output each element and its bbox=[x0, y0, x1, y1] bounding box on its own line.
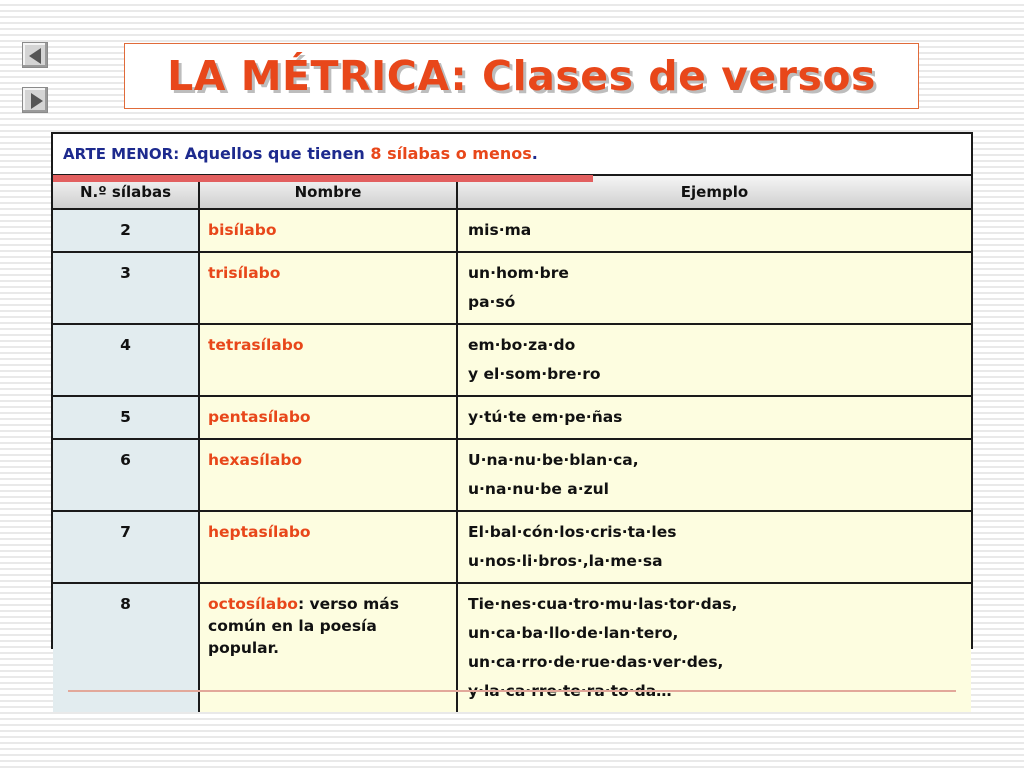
syllable-count: 8 bbox=[53, 583, 199, 712]
example-line: un·ca·ba·llo·de·lan·tero, bbox=[468, 624, 679, 642]
footer-divider bbox=[68, 690, 956, 692]
example-cell bbox=[457, 439, 971, 511]
table-row bbox=[53, 252, 971, 324]
intro-end: . bbox=[531, 144, 538, 163]
verse-name-cell bbox=[199, 324, 457, 396]
header-example: Ejemplo bbox=[457, 176, 971, 209]
verse-name: pentasílabo bbox=[208, 408, 311, 426]
title-box bbox=[124, 43, 919, 109]
header-accent-bar bbox=[53, 175, 593, 182]
syllable-count: 5 bbox=[53, 396, 199, 439]
example-cell bbox=[457, 583, 971, 712]
verse-name: hexasílabo bbox=[208, 451, 303, 469]
example-line: un·hom·bre bbox=[468, 264, 569, 282]
table-row bbox=[53, 511, 971, 583]
verse-types-table bbox=[53, 176, 971, 712]
syllable-count: 4 bbox=[53, 324, 199, 396]
verse-name-cell bbox=[199, 252, 457, 324]
header-syllables: N.º sílabas bbox=[53, 176, 199, 209]
example-cell bbox=[457, 324, 971, 396]
example-line: y·la·ca·rre·te·ra·to·da… bbox=[468, 682, 672, 700]
intro-description: Aquellos que tienen bbox=[184, 144, 365, 163]
verse-name: trisílabo bbox=[208, 264, 281, 282]
table-row bbox=[53, 583, 971, 712]
intro-highlight: 8 sílabas o menos bbox=[370, 144, 532, 163]
previous-slide-button[interactable] bbox=[22, 42, 48, 68]
verse-name-cell bbox=[199, 583, 457, 712]
example-line: em·bo·za·do bbox=[468, 336, 576, 354]
example-cell bbox=[457, 209, 971, 252]
example-line: mis·ma bbox=[468, 221, 532, 239]
verse-name-cell bbox=[199, 209, 457, 252]
table-row bbox=[53, 324, 971, 396]
example-line: y·tú·te em·pe·ñas bbox=[468, 408, 623, 426]
syllable-count: 7 bbox=[53, 511, 199, 583]
example-line: u·nos·li·bros·,la·me·sa bbox=[468, 552, 663, 570]
metrics-panel bbox=[51, 132, 973, 700]
table-row bbox=[53, 439, 971, 511]
verse-name: bisílabo bbox=[208, 221, 277, 239]
verse-name-cell bbox=[199, 439, 457, 511]
verse-name: tetrasílabo bbox=[208, 336, 304, 354]
example-line: y el·som·bre·ro bbox=[468, 365, 601, 383]
syllable-count: 6 bbox=[53, 439, 199, 511]
verse-name-cell bbox=[199, 396, 457, 439]
example-cell bbox=[457, 511, 971, 583]
example-line: un·ca·rro·de·rue·das·ver·des, bbox=[468, 653, 724, 671]
syllable-count: 3 bbox=[53, 252, 199, 324]
verse-name-cell bbox=[199, 511, 457, 583]
page-title: LA MÉTRICA: Clases de versos bbox=[167, 52, 876, 100]
verse-name-note: : verso más común en la poesía popular. bbox=[208, 595, 399, 657]
table-row bbox=[53, 209, 971, 252]
example-cell bbox=[457, 252, 971, 324]
example-line: U·na·nu·be·blan·ca, bbox=[468, 451, 639, 469]
example-line: Tie·nes·cua·tro·mu·las·tor·das, bbox=[468, 595, 738, 613]
verse-name: octosílabo bbox=[208, 595, 298, 613]
verse-name: heptasílabo bbox=[208, 523, 311, 541]
example-cell bbox=[457, 396, 971, 439]
next-slide-button[interactable] bbox=[22, 87, 48, 113]
syllable-count: 2 bbox=[53, 209, 199, 252]
header-name: Nombre bbox=[199, 176, 457, 209]
intro-text bbox=[53, 134, 971, 176]
example-line: El·bal·cón·los·cris·ta·les bbox=[468, 523, 677, 541]
table-row bbox=[53, 396, 971, 439]
intro-label: ARTE MENOR: bbox=[63, 145, 180, 163]
example-line: pa·só bbox=[468, 293, 516, 311]
triangle-left-icon bbox=[29, 48, 41, 64]
example-line: u·na·nu·be a·zul bbox=[468, 480, 609, 498]
triangle-right-icon bbox=[31, 93, 43, 109]
